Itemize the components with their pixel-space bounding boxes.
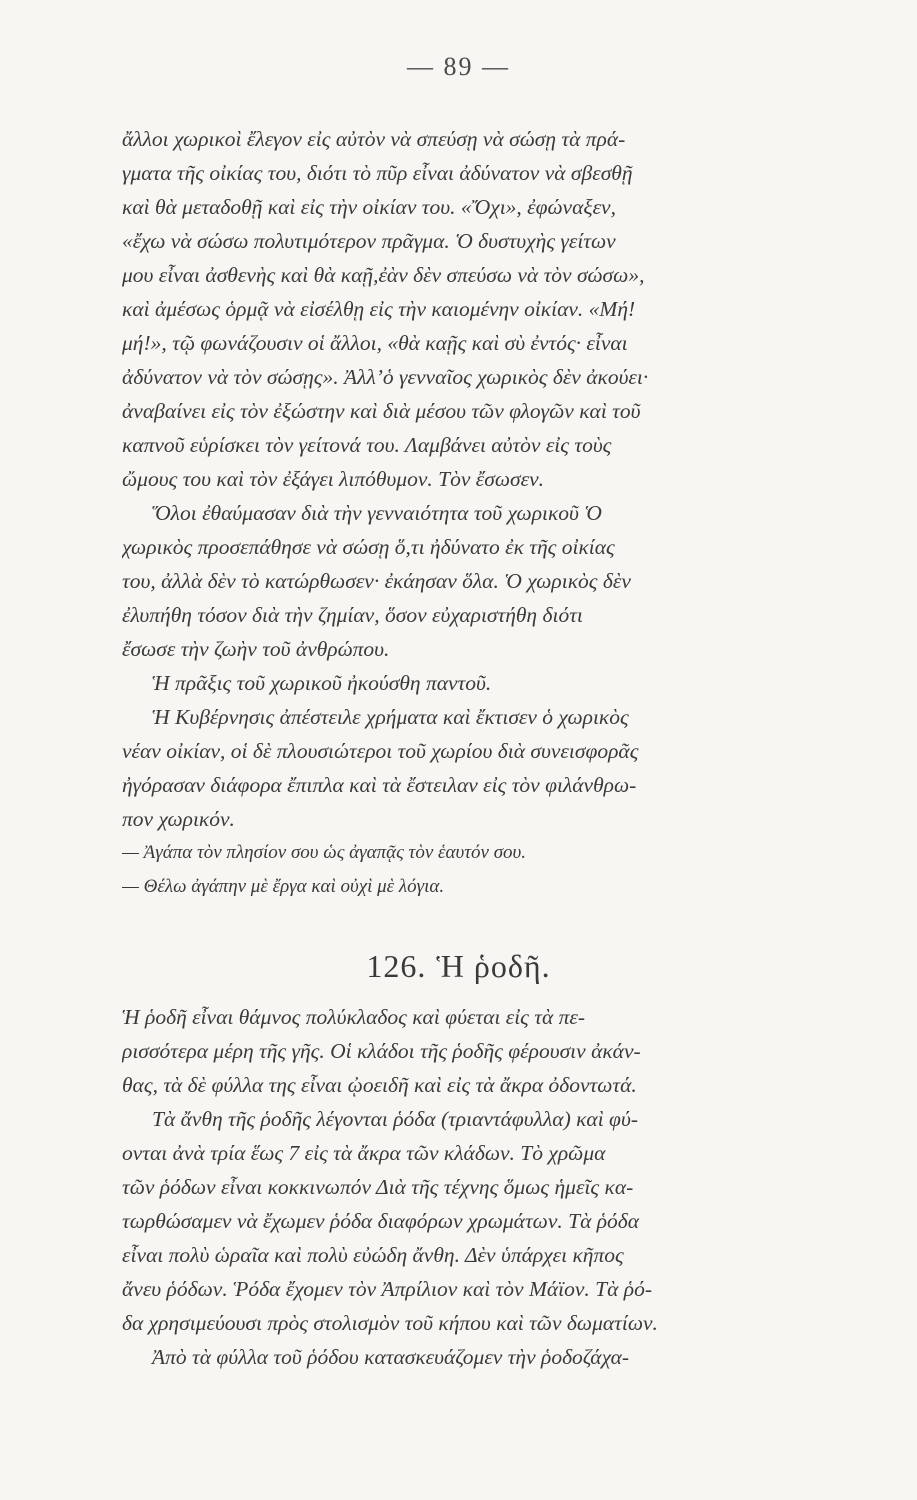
text-line: πον χωρικόν. [122, 807, 235, 831]
text-line: Ὅλοι ἐθαύμασαν διὰ τὴν γενναιότητα τοῦ χωρικοῦ Ὁ [152, 501, 602, 525]
proverb-line: — Ἀγάπα τὸν πλησίον σου ὡς ἀγαπᾷς τὸν ἑαυτόν σου. [122, 842, 527, 863]
section-number: 126. [366, 948, 427, 984]
text-line: θας, τὰ δὲ φύλλα της εἶναι ᾠοειδῆ καὶ εἰς τὰ ἄκρα ὀδοντωτά. [122, 1073, 637, 1097]
text-line: καπνοῦ εὑρίσκει τὸν γείτονά του. Λαμβάνει αὐτὸν εἰς τοὺς [122, 433, 612, 457]
text-line: ἄλλοι χωρικοὶ ἔλεγον εἰς αὐτὸν νὰ σπεύσῃ νὰ σώσῃ τὰ πρά- [122, 127, 626, 151]
text-line: του, ἀλλὰ δὲν τὸ κατώρθωσεν· ἐκάησαν ὅλα. Ὁ χωρικὸς δὲν [122, 569, 631, 593]
text-line: καὶ ἀμέσως ὁρμᾷ νὰ εἰσέλθῃ εἰς τὴν καιομένην οἰκίαν. «Μή! [122, 297, 636, 321]
text-line: ἀδύνατον νὰ τὸν σώσῃς». Ἀλλ’ὁ γενναῖος χωρικὸς δὲν ἀκούει· [122, 365, 649, 389]
text-line: καὶ θὰ μεταδοθῇ καὶ εἰς τὴν οἰκίαν του. «Ὄχι», ἐφώναξεν, [122, 195, 616, 219]
text-line: μου εἶναι ἀσθενὴς καὶ θὰ καῇ,ἐὰν δὲν σπεύσω νὰ τὸν σώσω», [122, 263, 645, 287]
text-line: νέαν οἰκίαν, οἱ δὲ πλουσιώτεροι τοῦ χωρίου διὰ συνεισφορᾶς [122, 739, 639, 763]
page-number: — 89 — [407, 52, 510, 81]
text-line: ὤμους του καὶ τὸν ἐξάγει λιπόθυμον. Τὸν ἔσωσεν. [122, 467, 544, 491]
text-line: εἶναι πολὺ ὡραῖα καὶ πολὺ εὐώδη ἄνθη. Δὲν ὑπάρχει κῆπος [122, 1243, 624, 1267]
text-line: ἔσωσε τὴν ζωὴν τοῦ ἀνθρώπου. [122, 637, 390, 661]
text-line: Τὰ ἄνθη τῆς ῥοδῆς λέγονται ῥόδα (τριαντάφυλλα) καὶ φύ- [152, 1107, 638, 1131]
text-line: Ἡ Κυβέρνησις ἀπέστειλε χρήματα καὶ ἔκτισεν ὁ χωρικὸς [152, 705, 629, 729]
text-line: ἄνευ ῥόδων. Ῥόδα ἔχομεν τὸν Ἀπρίλιον καὶ τὸν Μάϊον. Τὰ ῥό- [122, 1277, 653, 1301]
proverb-line: — Θέλω ἀγάπην μὲ ἔργα καὶ οὐχὶ μὲ λόγια. [122, 876, 445, 897]
section-heading [0, 948, 917, 985]
text-line: ρισσότερα μέρη τῆς γῆς. Οἱ κλάδοι τῆς ῥοδῆς φέρουσιν ἀκάν- [122, 1039, 641, 1063]
text-line: ονται ἀνὰ τρία ἕως 7 εἰς τὰ ἄκρα τῶν κλάδων. Τὸ χρῶμα [122, 1141, 606, 1165]
text-line: ἐλυπήθη τόσον διὰ τὴν ζημίαν, ὅσον εὐχαριστήθη διότι [122, 603, 583, 627]
text-line: ἀναβαίνει εἰς τὸν ἐξώστην καὶ διὰ μέσου τῶν φλογῶν καὶ τοῦ [122, 399, 641, 423]
text-line: τῶν ῥόδων εἶναι κοκκινωπόν Διὰ τῆς τέχνης ὅμως ἡμεῖς κα- [122, 1175, 634, 1199]
text-line: Ἀπὸ τὰ φύλλα τοῦ ῥόδου κατασκευάζομεν τὴν ῥοδοζάχα- [152, 1345, 630, 1369]
text-line: δα χρησιμεύουσι πρὸς στολισμὸν τοῦ κήπου καὶ τῶν δωματίων. [122, 1311, 658, 1335]
section-text [122, 1000, 822, 1374]
text-line: τωρθώσαμεν νὰ ἔχωμεν ῥόδα διαφόρων χρωμάτων. Τὰ ῥόδα [122, 1209, 640, 1233]
text-line: «ἔχω νὰ σώσω πολυτιμότερον πρᾶγμα. Ὁ δυστυχὴς γείτων [122, 229, 616, 253]
text-line: Ἡ πρᾶξις τοῦ χωρικοῦ ἠκούσθη παντοῦ. [152, 671, 492, 695]
text-line: γματα τῆς οἰκίας του, διότι τὸ πῦρ εἶναι ἀδύνατον νὰ σβεσθῇ [122, 161, 633, 185]
text-line: Ἡ ῥοδῆ εἶναι θάμνος πολύκλαδος καὶ φύεται εἰς τὰ πε- [122, 1005, 586, 1029]
text-line: μή!», τῷ φωνάζουσιν οἱ ἄλλοι, «θὰ καῇς καὶ σὺ ἐντός· εἶναι [122, 331, 628, 355]
section-title: Ἡ ῥοδῆ. [436, 948, 551, 984]
story-text [122, 122, 822, 904]
text-line: ἠγόρασαν διάφορα ἔπιπλα καὶ τὰ ἔστειλαν εἰς τὸν φιλάνθρω- [122, 773, 637, 797]
text-line: χωρικὸς προσεπάθησε νὰ σώσῃ ὅ,τι ἠδύνατο ἐκ τῆς οἰκίας [122, 535, 615, 559]
